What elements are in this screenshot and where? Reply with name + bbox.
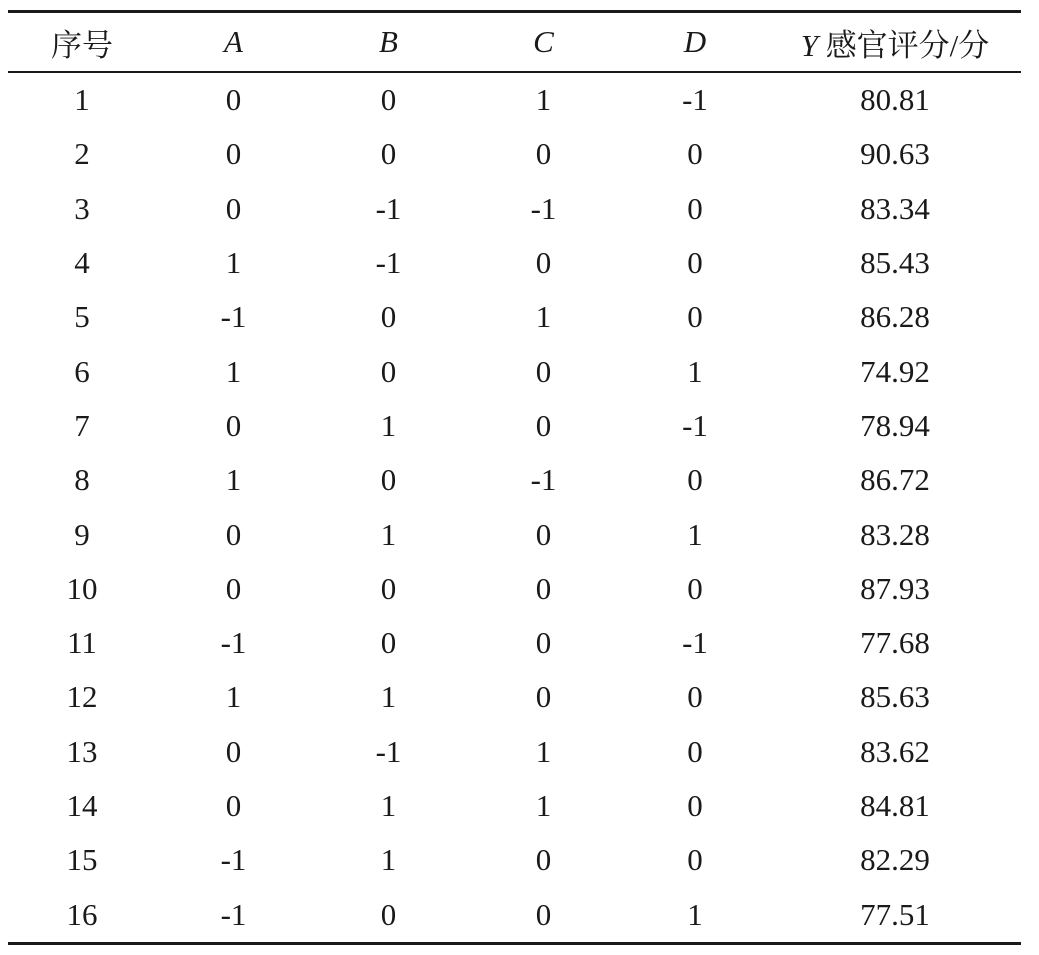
cell-factor-a: 0 (225, 190, 242, 226)
cell-sensory-score: 86.28 (860, 299, 930, 335)
cell-factor-c: 1 (535, 299, 552, 335)
cell-factor-b: 0 (380, 570, 397, 606)
experiment-results-table (8, 10, 1021, 945)
cell-index: 11 (67, 625, 97, 661)
cell-index: 14 (66, 788, 98, 823)
cell-index: 9 (74, 516, 90, 552)
cell-factor-c: 0 (535, 516, 552, 552)
cell-factor-a: -1 (220, 299, 247, 335)
cell-factor-b: 1 (380, 679, 397, 715)
cell-factor-b: -1 (375, 733, 402, 769)
table-row (8, 833, 1021, 887)
cell-sensory-score: 83.62 (860, 733, 930, 769)
cell-sensory-score: 86.72 (860, 462, 930, 498)
cell-factor-c: 0 (535, 407, 552, 443)
table-body (8, 72, 1021, 943)
cell-factor-d: 1 (687, 353, 703, 389)
header-sensory-score (769, 12, 1021, 73)
cell-factor-d: 0 (687, 299, 703, 335)
cell-factor-a: 1 (225, 353, 242, 389)
cell-factor-d: 0 (687, 733, 703, 769)
cell-factor-c: 1 (535, 788, 552, 823)
cell-index: 2 (74, 136, 90, 172)
cell-index: 5 (74, 299, 90, 335)
table-row (8, 344, 1021, 398)
cell-factor-a: 0 (225, 733, 242, 769)
cell-factor-d: 0 (687, 245, 703, 281)
table-row (8, 725, 1021, 779)
cell-factor-d: -1 (682, 82, 708, 118)
data-table-container (8, 10, 1021, 945)
cell-factor-c: 0 (535, 625, 552, 661)
cell-index: 1 (74, 82, 90, 118)
cell-factor-a: 0 (225, 516, 242, 552)
table-row (8, 670, 1021, 724)
table-row (8, 562, 1021, 616)
cell-factor-a: 0 (225, 136, 242, 172)
cell-factor-b: 1 (380, 407, 397, 443)
cell-factor-c: -1 (530, 190, 557, 226)
cell-factor-c: 1 (535, 733, 552, 769)
cell-sensory-score: 78.94 (860, 407, 930, 443)
cell-factor-a: 0 (225, 82, 242, 118)
cell-index: 8 (74, 462, 90, 498)
cell-factor-c: 0 (535, 570, 552, 606)
cell-sensory-score: 80.81 (860, 82, 930, 118)
cell-factor-d: 1 (687, 516, 703, 552)
cell-index: 15 (66, 842, 98, 878)
header-factor-d: D (683, 24, 707, 59)
cell-factor-d: 0 (687, 190, 703, 226)
cell-factor-d: -1 (682, 625, 708, 661)
cell-factor-d: 0 (687, 788, 703, 823)
table-row (8, 887, 1021, 943)
cell-factor-b: 1 (380, 842, 397, 878)
cell-factor-a: 1 (225, 245, 242, 281)
cell-factor-a: -1 (220, 625, 247, 661)
cell-factor-d: 1 (687, 896, 703, 932)
cell-factor-b: 0 (380, 353, 397, 389)
cell-sensory-score: 90.63 (860, 136, 930, 172)
cell-factor-d: -1 (682, 407, 708, 443)
cell-sensory-score: 84.81 (860, 788, 930, 823)
cell-factor-a: 0 (225, 570, 242, 606)
cell-sensory-score: 77.68 (860, 625, 930, 661)
cell-factor-a: 1 (225, 462, 242, 498)
cell-factor-b: -1 (375, 245, 402, 281)
table-row (8, 182, 1021, 236)
cell-factor-b: 0 (380, 462, 397, 498)
cell-factor-d: 0 (687, 679, 703, 715)
cell-factor-c: 0 (535, 136, 552, 172)
cell-factor-c: 0 (535, 679, 552, 715)
cell-factor-b: 1 (380, 516, 397, 552)
cell-index: 12 (66, 679, 98, 715)
cell-factor-d: 0 (687, 462, 703, 498)
cell-factor-b: -1 (375, 190, 402, 226)
cell-sensory-score: 77.51 (860, 896, 930, 932)
cell-factor-a: -1 (220, 842, 247, 878)
header-y-label: 感官评分/分 (825, 27, 990, 63)
cell-index: 7 (74, 407, 90, 443)
cell-factor-b: 0 (380, 299, 397, 335)
cell-factor-a: 1 (225, 679, 242, 715)
cell-factor-c: 0 (535, 245, 552, 281)
header-factor-b: B (379, 24, 398, 59)
cell-factor-c: -1 (530, 462, 557, 498)
table-row (8, 779, 1021, 833)
cell-factor-a: -1 (220, 896, 247, 932)
header-index: 序号 (51, 27, 113, 63)
table-row (8, 616, 1021, 670)
cell-sensory-score: 87.93 (860, 570, 930, 606)
cell-sensory-score: 74.92 (860, 353, 930, 389)
cell-factor-d: 0 (687, 136, 703, 172)
table-row (8, 236, 1021, 290)
cell-factor-b: 0 (380, 896, 397, 932)
cell-factor-c: 1 (535, 82, 552, 118)
cell-index: 3 (74, 190, 90, 226)
table-row (8, 72, 1021, 127)
cell-index: 6 (74, 353, 90, 389)
cell-index: 13 (66, 733, 98, 769)
table-row (8, 290, 1021, 344)
table-header (8, 12, 1021, 73)
cell-factor-d: 0 (687, 570, 703, 606)
header-factor-a: A (224, 24, 243, 59)
table-row (8, 453, 1021, 507)
table-row (8, 127, 1021, 181)
cell-sensory-score: 85.63 (860, 679, 930, 715)
cell-factor-c: 0 (535, 896, 552, 932)
header-factor-c: C (533, 24, 554, 59)
cell-index: 10 (66, 570, 98, 606)
cell-factor-d: 0 (687, 842, 703, 878)
cell-sensory-score: 83.28 (860, 516, 930, 552)
table-row (8, 507, 1021, 561)
cell-factor-c: 0 (535, 842, 552, 878)
cell-factor-a: 0 (225, 407, 242, 443)
cell-factor-b: 0 (380, 625, 397, 661)
cell-factor-b: 1 (380, 788, 397, 823)
cell-factor-b: 0 (380, 82, 397, 118)
cell-factor-c: 0 (535, 353, 552, 389)
cell-index: 16 (66, 896, 98, 932)
cell-sensory-score: 83.34 (860, 190, 930, 226)
cell-factor-a: 0 (225, 788, 242, 823)
header-y-variable: Y (800, 27, 818, 63)
table-row (8, 399, 1021, 453)
cell-sensory-score: 82.29 (860, 842, 930, 878)
cell-index: 4 (74, 245, 90, 281)
cell-sensory-score: 85.43 (860, 245, 930, 281)
header-row (8, 12, 1021, 73)
cell-factor-b: 0 (380, 136, 397, 172)
